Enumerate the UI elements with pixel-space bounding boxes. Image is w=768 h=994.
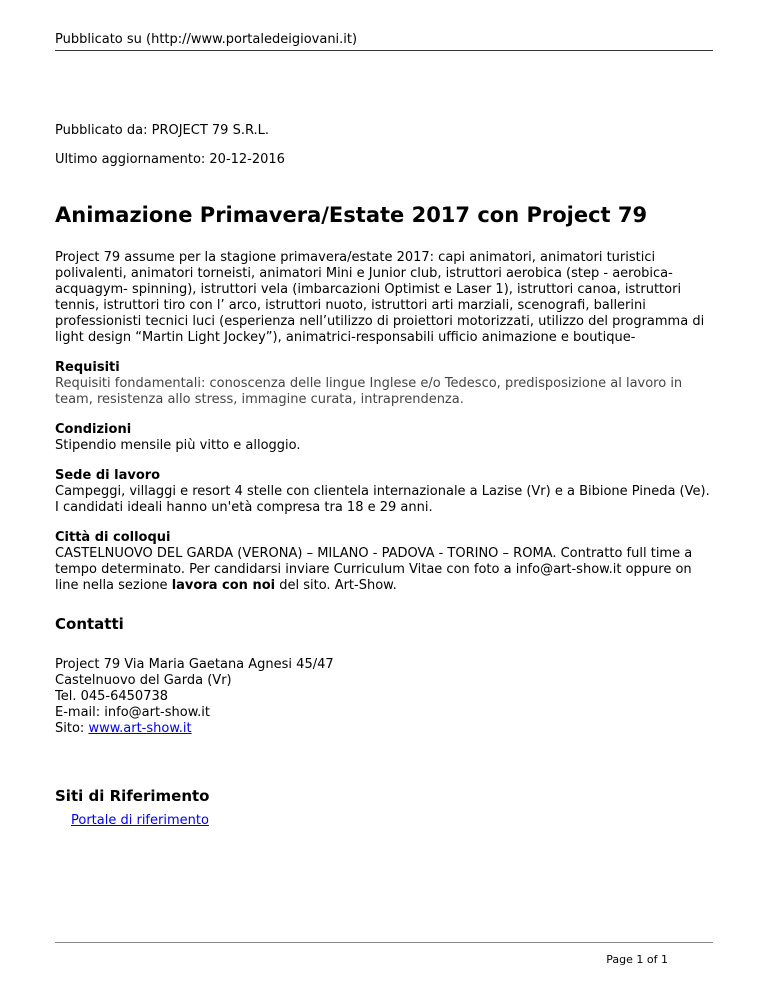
section-text-requisiti: Requisiti fondamentali: conoscenza delle lingue Inglese e/o Tedesco, predisposizione al lavoro in team, resistenza allo stress, immagine curata, intraprendenza. [55, 376, 683, 407]
reference-portal-link[interactable]: Portale di riferimento [71, 813, 209, 828]
contact-site-label: Sito: [55, 721, 89, 736]
contact-phone: Tel. 045-6450738 [55, 689, 169, 704]
page-title: Animazione Primavera/Estate 2017 con Project 79 [55, 203, 648, 227]
references-list [71, 813, 209, 828]
contacts-heading: Contatti [55, 615, 124, 633]
article-body [55, 250, 710, 594]
section-text-citta [55, 546, 692, 593]
header-divider [55, 50, 713, 51]
section-requisiti [55, 360, 710, 408]
contact-address: Project 79 Via Maria Gaetana Agnesi 45/47 [55, 657, 334, 672]
section-title-citta: Città di colloqui [55, 530, 171, 545]
section-text-sede: Campeggi, villaggi e resort 4 stelle con clientela internazionale a Lazise (Vr) e a Bibione Pineda (Ve). I candidati ideali hanno un'età compresa tra 18 e 29 anni. [55, 484, 710, 515]
publisher-line: Pubblicato da: PROJECT 79 S.R.L. [55, 123, 270, 138]
citta-text-end: del sito. Art-Show. [275, 578, 397, 593]
references-heading: Siti di Riferimento [55, 787, 210, 805]
section-sede [55, 468, 710, 516]
section-condizioni [55, 422, 710, 454]
section-text-condizioni: Stipendio mensile più vitto e alloggio. [55, 438, 301, 453]
article-intro: Project 79 assume per la stagione primavera/estate 2017: capi animatori, animatori turistici polivalenti, animatori torneisti, animatori Mini e Junior club, istruttori aerobica (step - aerobica-acquagym- spinning), istruttori vela (imbarcazioni Optimist e Laser 1), istruttori canoa, istruttori tennis, istruttori tiro con l’ arco, istruttori nuoto, istruttori arti marziali, scenografi, ballerini professionisti tecnici luci (esperienza nell’utilizzo di proiettori motorizzati, utilizzo del programma di light design “Martin Light Jockey”), animatrici-responsabili ufficio animazione e boutique- [55, 250, 705, 345]
citta-text-start: CASTELNUOVO DEL GARDA (VERONA) – MILANO - PADOVA - TORINO – ROMA. Contratto full time a tempo determinato. Per candidarsi inviare Curriculum Vitae con foto a info@art-show.it oppure on line nella sezione [55, 546, 693, 593]
contacts-block [55, 657, 334, 737]
contact-site [55, 721, 334, 737]
section-citta [55, 530, 710, 594]
last-updated-line: Ultimo aggiornamento: 20-12-2016 [55, 152, 285, 167]
page-number: Page 1 of 1 [606, 953, 668, 966]
section-title-condizioni: Condizioni [55, 422, 132, 437]
contact-email: E-mail: info@art-show.it [55, 705, 210, 720]
contact-city: Castelnuovo del Garda (Vr) [55, 673, 232, 688]
lavora-con-noi-emphasis: lavora con noi [171, 578, 276, 593]
footer-divider [55, 942, 713, 943]
section-title-sede: Sede di lavoro [55, 468, 161, 483]
section-title-requisiti: Requisiti [55, 360, 120, 375]
source-header: Pubblicato su (http://www.portaledeigiovani.it) [55, 32, 358, 47]
contact-site-link[interactable]: www.art-show.it [88, 721, 192, 736]
